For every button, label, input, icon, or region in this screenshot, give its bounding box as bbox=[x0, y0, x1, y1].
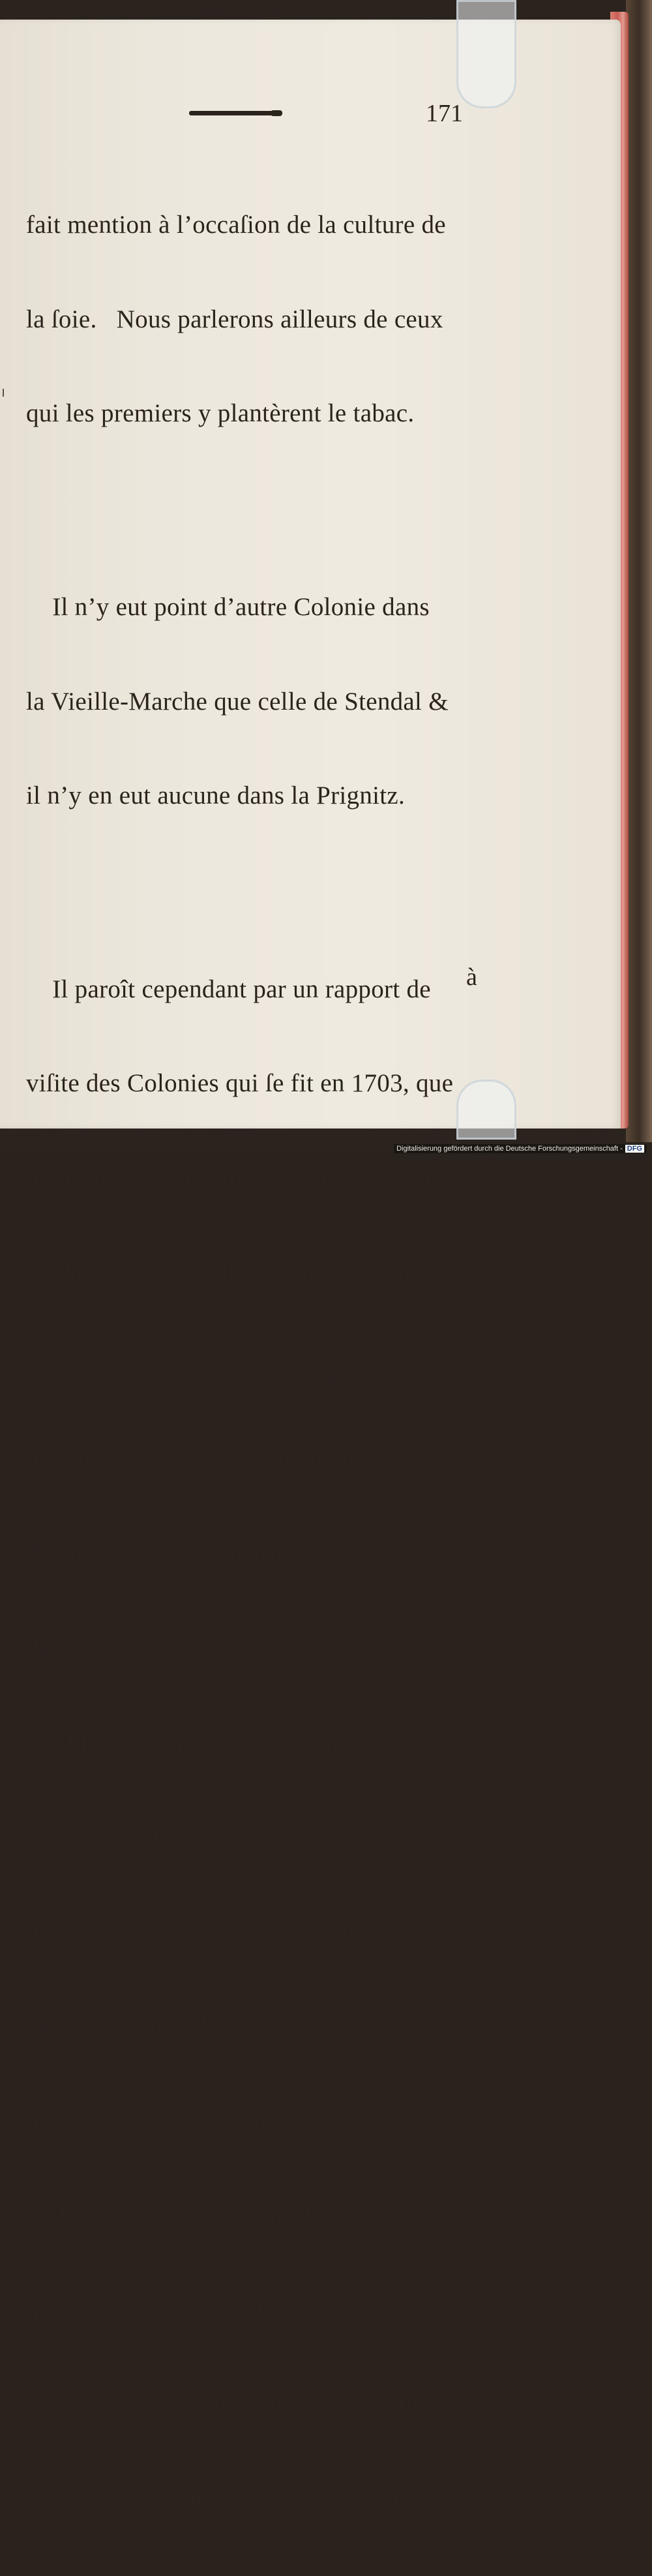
text-line: nous avons lieu de croire que des Alle- bbox=[26, 2011, 429, 2040]
catchword: à bbox=[466, 963, 477, 991]
text-line: me la terre de Treuſtœdt, ſous la promeſ- bbox=[26, 1258, 445, 1286]
paragraph-3 bbox=[26, 911, 482, 2575]
text-line: ſe qu’on leur avoit faite de leur donner bbox=[26, 1352, 426, 1380]
margin-mark bbox=[3, 389, 4, 397]
page-number: 171 bbox=[426, 100, 463, 127]
dfg-logo: DFG bbox=[625, 1145, 644, 1153]
text-line: que mention en 1708 d’une Colonie fran- bbox=[26, 2294, 455, 2323]
text-line: çoiſe de ces environs, qui conjointement bbox=[26, 2388, 444, 2417]
text-line: dix familles françoiſes avoient pris en fer- bbox=[26, 1163, 461, 1192]
running-header bbox=[189, 100, 463, 130]
paragraph-2 bbox=[26, 529, 482, 875]
footer-strip bbox=[0, 1142, 652, 1154]
text-line: Egliſe qui avoit été détruite; ils deman- bbox=[26, 1540, 438, 1569]
paragraph-1 bbox=[26, 147, 482, 492]
text-line: puiſque nous trouvons qu’il eſt fait quel- bbox=[26, 2200, 445, 2228]
text-line: fait mention à l’occaſion de la culture de bbox=[26, 211, 446, 239]
text-line: Il paroît cependant par un rapport de bbox=[26, 975, 431, 1003]
page-clip-bottom bbox=[456, 1080, 516, 1140]
text-line: Il n’y eut point d’autre Colonie dans bbox=[26, 593, 430, 622]
text-line: avec des Allemands réformés, demanda bbox=[26, 2483, 437, 2511]
text-line: lon M. Buſchiug des Colons françois s’é- bbox=[26, 1729, 453, 1757]
text-line: mands ſe réunirent ſimplement à eux, bbox=[26, 2106, 412, 2134]
text-line: qui les premiers y plantèrent le tabac. bbox=[26, 399, 415, 428]
ornamental-rule bbox=[189, 111, 280, 115]
digitization-credit bbox=[394, 1144, 647, 1153]
text-line: la ſoie. Nous parlerons ailleurs de ceux bbox=[26, 305, 443, 333]
text-line: il n’y en eut aucune dans la Prignitz. bbox=[26, 781, 406, 810]
credit-text: Digitalisierung gefördert durch die Deutsche Forschungsgemeinschaft - bbox=[396, 1145, 623, 1153]
book-cover-edge bbox=[626, 0, 652, 1154]
body-text bbox=[26, 147, 482, 2576]
text-line: la Vieille-Marche que celle de Stendal & bbox=[26, 687, 449, 716]
text-line: tablirent en 1702 dans cet endroit; mais bbox=[26, 1823, 436, 1851]
text-line: ils furent remplacés par des Allemands; bbox=[26, 1917, 436, 1946]
text-line: viſite des Colonies qui ſe fit en 1703, que bbox=[26, 1069, 454, 1098]
page-clip-top bbox=[456, 0, 516, 108]
text-line: doient de plus la terre d’Oppendorff. Se- bbox=[26, 1635, 454, 1663]
text-line: un Paſteur & de rétablir pour eux une bbox=[26, 1446, 413, 1475]
